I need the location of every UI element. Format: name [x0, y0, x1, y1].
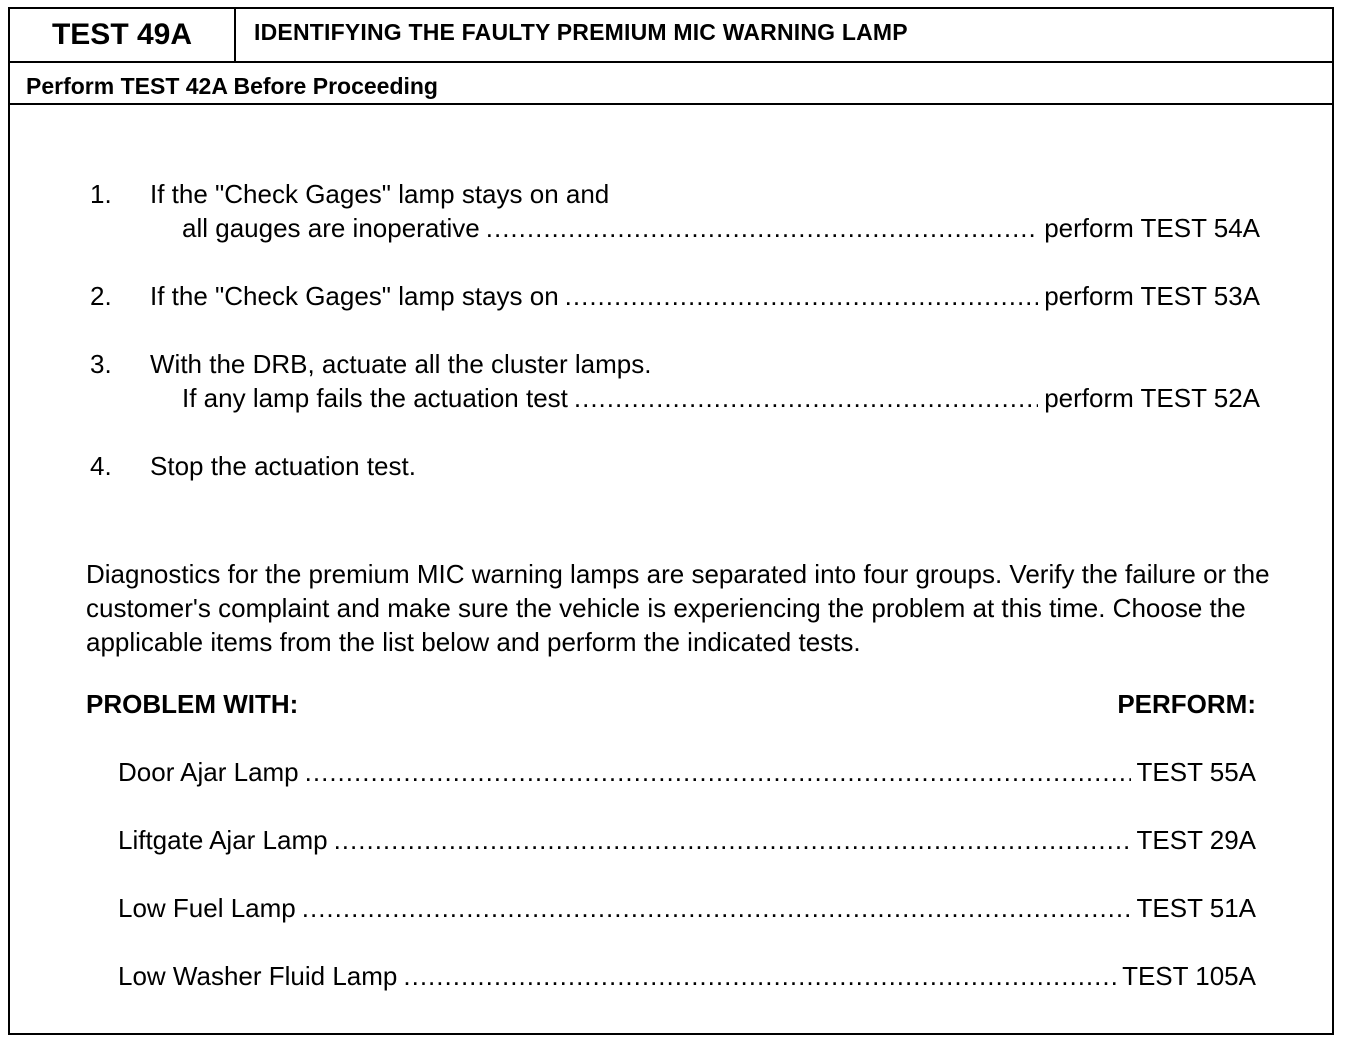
- procedure-frame: [8, 7, 1334, 1035]
- leader-dots: [302, 893, 1131, 924]
- step-condition: If the "Check Gages" lamp stays on: [150, 281, 559, 311]
- leader-dots: [574, 383, 1038, 414]
- step-number: 3.: [90, 349, 112, 379]
- step-text: If the "Check Gages" lamp stays on and: [150, 179, 610, 209]
- step-leader-line: [182, 213, 1260, 244]
- test-number: TEST 49A: [10, 9, 236, 61]
- leader-dots: [565, 281, 1039, 312]
- step-condition: If any lamp fails the actuation test: [182, 383, 568, 413]
- list-item: [118, 961, 1256, 992]
- test-ref: TEST 29A: [1136, 825, 1256, 855]
- test-ref: TEST 105A: [1122, 961, 1256, 991]
- column-header-problem: PROBLEM WITH:: [86, 689, 299, 719]
- step-number: 4.: [90, 451, 112, 481]
- step-action: perform TEST 53A: [1044, 281, 1260, 311]
- list-item: [118, 825, 1256, 856]
- column-header-perform: PERFORM:: [1117, 689, 1256, 719]
- step-action: perform TEST 52A: [1044, 383, 1260, 413]
- list-item: [118, 893, 1256, 924]
- prerequisite-text: Perform TEST 42A Before Proceeding: [26, 73, 438, 99]
- problem-label: Liftgate Ajar Lamp: [118, 825, 328, 855]
- leader-dots: [305, 757, 1131, 788]
- leader-dots: [403, 961, 1116, 992]
- problem-label: Door Ajar Lamp: [118, 757, 299, 787]
- header-bar: [10, 9, 1332, 63]
- step-number: 2.: [90, 281, 112, 311]
- problem-label: Low Washer Fluid Lamp: [118, 961, 398, 991]
- list-item: [118, 757, 1256, 788]
- test-ref: TEST 51A: [1136, 893, 1256, 923]
- step-leader-line: [182, 383, 1260, 414]
- step-action: perform TEST 54A: [1044, 213, 1260, 243]
- prerequisite-bar: [10, 63, 1332, 105]
- step-text: Stop the actuation test.: [150, 451, 416, 481]
- step-number: 1.: [90, 179, 112, 209]
- leader-dots: [486, 213, 1038, 244]
- test-ref: TEST 55A: [1136, 757, 1256, 787]
- step-condition: all gauges are inoperative: [182, 213, 480, 243]
- description-paragraph: Diagnostics for the premium MIC warning lamps are separated into four groups. Verify the failure or the customer's complaint and make sure the vehicle is experiencing the problem at this time. Choose the applicable items from the list below and perform the indicated tests.: [86, 559, 1270, 657]
- page-title: IDENTIFYING THE FAULTY PREMIUM MIC WARNING LAMP: [254, 19, 908, 45]
- leader-dots: [334, 825, 1131, 856]
- step-text: With the DRB, actuate all the cluster lamps.: [150, 349, 652, 379]
- step-leader-line: [150, 281, 1260, 312]
- problem-label: Low Fuel Lamp: [118, 893, 296, 923]
